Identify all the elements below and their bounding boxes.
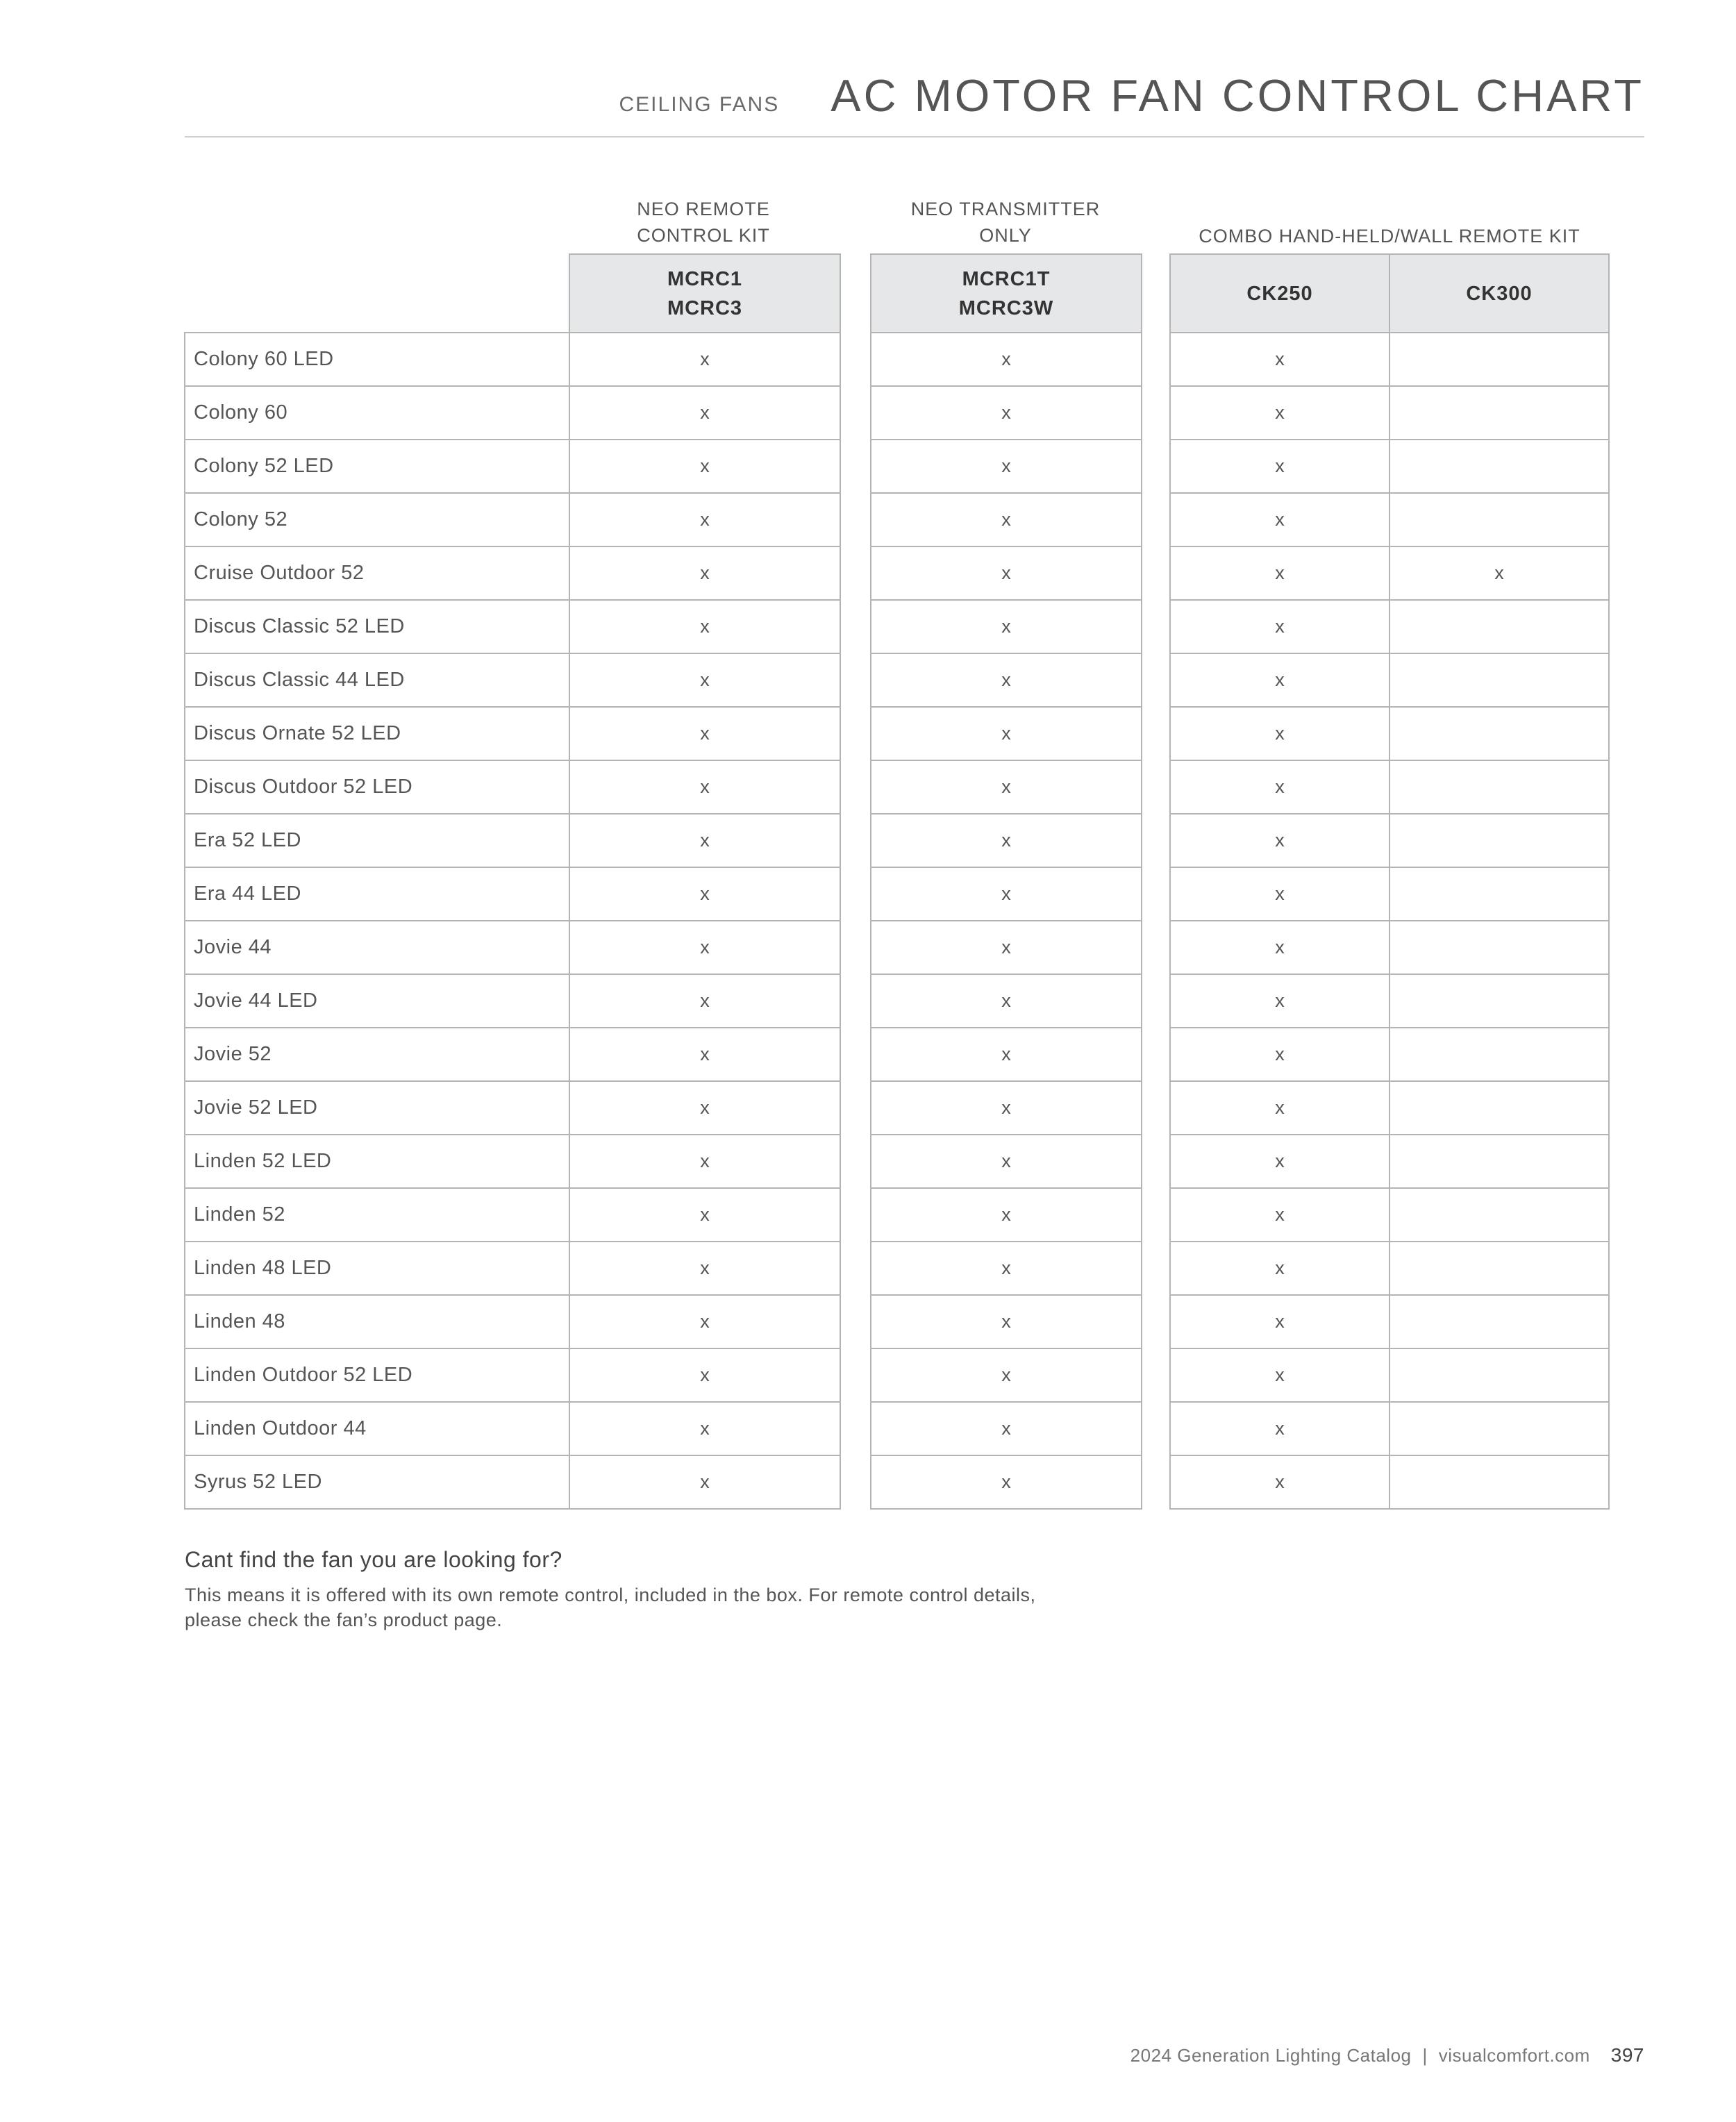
- table-row: [1170, 440, 1609, 493]
- website: visualcomfort.com: [1438, 2045, 1590, 2066]
- table-header-row: [1170, 254, 1609, 333]
- ck250-cell: x: [1170, 1242, 1389, 1295]
- ck250-cell: x: [1170, 1295, 1389, 1348]
- mcrct-cell: x: [871, 1402, 1142, 1455]
- table-row: [185, 546, 840, 600]
- column-code: MCRC1T: [962, 267, 1051, 290]
- ck250-cell: x: [1170, 333, 1389, 386]
- table-row: [871, 440, 1142, 493]
- ck250-cell: x: [1170, 1188, 1389, 1242]
- table-row: [1170, 493, 1609, 546]
- table-row: [185, 707, 840, 760]
- ck300-cell: [1389, 1455, 1609, 1509]
- ck300-cell: [1389, 974, 1609, 1028]
- ck250-cell: x: [1170, 546, 1389, 600]
- mcrct-cell: x: [871, 1028, 1142, 1081]
- mcrc-cell: x: [569, 653, 840, 707]
- mcrct-cell: x: [871, 974, 1142, 1028]
- table-row: [871, 333, 1142, 386]
- table-row: [871, 1402, 1142, 1455]
- table-row: [1170, 546, 1609, 600]
- mcrct-cell: x: [871, 921, 1142, 974]
- table-row: [871, 546, 1142, 600]
- mcrc-cell: x: [569, 707, 840, 760]
- mcrct-cell: x: [871, 600, 1142, 653]
- ck250-cell: x: [1170, 760, 1389, 814]
- table-row: [185, 921, 840, 974]
- catalog-name: 2024 Generation Lighting Catalog: [1130, 2045, 1412, 2066]
- mcrct-cell: x: [871, 440, 1142, 493]
- header-divider: [185, 136, 1644, 137]
- table-row: [1170, 974, 1609, 1028]
- table-row: [185, 1188, 840, 1242]
- table-row: [1170, 1188, 1609, 1242]
- table-row: [1170, 1242, 1609, 1295]
- table-row: [871, 1188, 1142, 1242]
- mcrct-cell: x: [871, 867, 1142, 921]
- mcrct-cell: x: [871, 707, 1142, 760]
- table-row: [871, 1455, 1142, 1509]
- mcrct-cell: x: [871, 814, 1142, 867]
- table-row: [871, 1348, 1142, 1402]
- table-row: [1170, 600, 1609, 653]
- mcrct-cell: x: [871, 1295, 1142, 1348]
- mcrc-cell: x: [569, 1348, 840, 1402]
- fan-name-cell: Linden Outdoor 52 LED: [185, 1348, 569, 1402]
- fan-name-cell: Linden Outdoor 44: [185, 1402, 569, 1455]
- table-row: [1170, 333, 1609, 386]
- ck300-cell: [1389, 707, 1609, 760]
- fan-name-cell: Discus Classic 52 LED: [185, 600, 569, 653]
- table-row: [185, 1348, 840, 1402]
- page-header: [619, 69, 1645, 122]
- column-header-ck300: CK300: [1389, 254, 1609, 333]
- column-code: MCRC1: [667, 267, 743, 290]
- mcrc-cell: x: [569, 814, 840, 867]
- table-row: [185, 653, 840, 707]
- ck250-cell: x: [1170, 1402, 1389, 1455]
- mcrc-cell: x: [569, 1028, 840, 1081]
- ck300-cell: [1389, 921, 1609, 974]
- table-row: [185, 974, 840, 1028]
- mcrc-cell: x: [569, 1081, 840, 1135]
- column-header-mcrc: [569, 254, 840, 333]
- table-row: [871, 1295, 1142, 1348]
- mcrc-cell: x: [569, 333, 840, 386]
- column-header-ck250: CK250: [1170, 254, 1389, 333]
- fan-name-cell: Era 44 LED: [185, 867, 569, 921]
- table-row: [1170, 760, 1609, 814]
- mcrct-cell: x: [871, 1188, 1142, 1242]
- ck300-cell: [1389, 814, 1609, 867]
- table-row: [185, 600, 840, 653]
- mcrc-cell: x: [569, 867, 840, 921]
- fan-name-cell: Jovie 44 LED: [185, 974, 569, 1028]
- table-row: [871, 493, 1142, 546]
- table-row: [185, 1402, 840, 1455]
- ck300-cell: [1389, 493, 1609, 546]
- table-row: [871, 760, 1142, 814]
- column-code: MCRC3W: [958, 296, 1054, 319]
- table-row: [1170, 1295, 1609, 1348]
- fan-name-cell: Colony 60: [185, 386, 569, 440]
- ck300-cell: [1389, 440, 1609, 493]
- table-row: [871, 1081, 1142, 1135]
- ck300-cell: [1389, 1135, 1609, 1188]
- table-row: [1170, 867, 1609, 921]
- mcrct-cell: x: [871, 493, 1142, 546]
- table-header-row: [185, 254, 840, 333]
- mcrc-cell: x: [569, 760, 840, 814]
- mcrc-cell: x: [569, 1242, 840, 1295]
- table-row: [1170, 1028, 1609, 1081]
- ck300-cell: [1389, 1348, 1609, 1402]
- ck250-cell: x: [1170, 600, 1389, 653]
- fan-name-cell: Linden 52: [185, 1188, 569, 1242]
- note-body: [185, 1582, 1226, 1632]
- fan-name-cell: Linden 48: [185, 1295, 569, 1348]
- fan-name-cell: Jovie 52 LED: [185, 1081, 569, 1135]
- help-note: [185, 1547, 1226, 1632]
- table-row: [185, 814, 840, 867]
- ck250-cell: x: [1170, 707, 1389, 760]
- table-row: [185, 1295, 840, 1348]
- table-row: [1170, 814, 1609, 867]
- table-row: [1170, 1081, 1609, 1135]
- footer-separator: |: [1422, 2045, 1428, 2066]
- ck300-cell: [1389, 386, 1609, 440]
- fan-name-cell: Syrus 52 LED: [185, 1455, 569, 1509]
- table-row: [185, 867, 840, 921]
- mcrct-cell: x: [871, 386, 1142, 440]
- mcrc-cell: x: [569, 440, 840, 493]
- mcrc-cell: x: [569, 1402, 840, 1455]
- ck250-cell: x: [1170, 440, 1389, 493]
- ck250-cell: x: [1170, 867, 1389, 921]
- mcrct-cell: x: [871, 333, 1142, 386]
- table-row: [871, 707, 1142, 760]
- table-row: [1170, 1135, 1609, 1188]
- mcrct-cell: x: [871, 1455, 1142, 1509]
- table-row: [185, 1081, 840, 1135]
- note-line: please check the fan’s product page.: [185, 1610, 503, 1630]
- ck250-cell: x: [1170, 653, 1389, 707]
- ck300-cell: [1389, 333, 1609, 386]
- mcrc-cell: x: [569, 1135, 840, 1188]
- mcrc-cell: x: [569, 493, 840, 546]
- mcrc-cell: x: [569, 1455, 840, 1509]
- fan-name-cell: Colony 60 LED: [185, 333, 569, 386]
- ck300-cell: [1389, 1081, 1609, 1135]
- column-header-mcrct: [871, 254, 1142, 333]
- table-row: [871, 600, 1142, 653]
- mcrct-cell: x: [871, 653, 1142, 707]
- table-row: [871, 1242, 1142, 1295]
- mcrc-cell: x: [569, 546, 840, 600]
- table-row: [185, 1135, 840, 1188]
- ck250-cell: x: [1170, 814, 1389, 867]
- table-row: [185, 333, 840, 386]
- mcrct-cell: x: [871, 760, 1142, 814]
- ck300-cell: [1389, 1188, 1609, 1242]
- table-row: [871, 921, 1142, 974]
- ck250-cell: x: [1170, 1135, 1389, 1188]
- fan-name-cell: Linden 52 LED: [185, 1135, 569, 1188]
- compat-table-neo-transmitter: [870, 253, 1142, 1510]
- ck300-cell: x: [1389, 546, 1609, 600]
- mcrc-cell: x: [569, 921, 840, 974]
- table-row: [871, 867, 1142, 921]
- table-row: [1170, 1455, 1609, 1509]
- group-label-neo-remote: NEO REMOTE CONTROL KIT: [637, 199, 770, 246]
- fan-name-cell: Linden 48 LED: [185, 1242, 569, 1295]
- mcrc-cell: x: [569, 1295, 840, 1348]
- table-row: [185, 493, 840, 546]
- table-row: [871, 974, 1142, 1028]
- ck250-cell: x: [1170, 1028, 1389, 1081]
- table-row: [185, 1028, 840, 1081]
- mcrc-cell: x: [569, 974, 840, 1028]
- ck300-cell: [1389, 653, 1609, 707]
- fan-name-cell: Discus Ornate 52 LED: [185, 707, 569, 760]
- mcrc-cell: x: [569, 386, 840, 440]
- table-row: [1170, 386, 1609, 440]
- table-row: [1170, 921, 1609, 974]
- table-row: [871, 814, 1142, 867]
- table-row: [871, 653, 1142, 707]
- mcrct-cell: x: [871, 1081, 1142, 1135]
- table-row: [1170, 1402, 1609, 1455]
- mcrc-cell: x: [569, 600, 840, 653]
- fan-name-cell: Colony 52 LED: [185, 440, 569, 493]
- compat-table-neo-remote: [184, 253, 841, 1510]
- mcrct-cell: x: [871, 546, 1142, 600]
- ck250-cell: x: [1170, 386, 1389, 440]
- compat-table-combo: [1169, 253, 1610, 1510]
- table-row: [185, 760, 840, 814]
- table-row: [871, 1135, 1142, 1188]
- table-row: [185, 1242, 840, 1295]
- ck250-cell: x: [1170, 1455, 1389, 1509]
- ck300-cell: [1389, 760, 1609, 814]
- table-row: [871, 1028, 1142, 1081]
- header-spacer: [185, 254, 569, 333]
- table-row: [185, 1455, 840, 1509]
- group-label-combo: COMBO HAND-HELD/WALL REMOTE KIT: [1199, 226, 1580, 247]
- table-header-row: [871, 254, 1142, 333]
- note-title: Cant find the fan you are looking for?: [185, 1547, 562, 1572]
- ck250-cell: x: [1170, 1081, 1389, 1135]
- ck300-cell: [1389, 1295, 1609, 1348]
- table-row: [871, 386, 1142, 440]
- group-label-neo-transmitter: NEO TRANSMITTER ONLY: [910, 199, 1101, 246]
- ck300-cell: [1389, 600, 1609, 653]
- table-row: [1170, 707, 1609, 760]
- ck250-cell: x: [1170, 1348, 1389, 1402]
- table-row: [1170, 1348, 1609, 1402]
- ck300-cell: [1389, 1402, 1609, 1455]
- mcrct-cell: x: [871, 1242, 1142, 1295]
- fan-name-cell: Discus Outdoor 52 LED: [185, 760, 569, 814]
- ck250-cell: x: [1170, 921, 1389, 974]
- page-number: 397: [1610, 2044, 1644, 2066]
- fan-name-cell: Era 52 LED: [185, 814, 569, 867]
- table-row: [1170, 653, 1609, 707]
- fan-name-cell: Jovie 44: [185, 921, 569, 974]
- mcrct-cell: x: [871, 1348, 1142, 1402]
- fan-name-cell: Jovie 52: [185, 1028, 569, 1081]
- page-title: AC MOTOR FAN CONTROL CHART: [831, 70, 1644, 121]
- ck300-cell: [1389, 1242, 1609, 1295]
- fan-name-cell: Cruise Outdoor 52: [185, 546, 569, 600]
- table-row: [185, 386, 840, 440]
- ck300-cell: [1389, 867, 1609, 921]
- ck300-cell: [1389, 1028, 1609, 1081]
- fan-name-cell: Discus Classic 44 LED: [185, 653, 569, 707]
- table-row: [185, 440, 840, 493]
- mcrc-cell: x: [569, 1188, 840, 1242]
- section-label: CEILING FANS: [619, 93, 780, 116]
- fan-name-cell: Colony 52: [185, 493, 569, 546]
- column-code: MCRC3: [667, 296, 743, 319]
- ck250-cell: x: [1170, 974, 1389, 1028]
- mcrct-cell: x: [871, 1135, 1142, 1188]
- page-footer: [1130, 2044, 1644, 2066]
- ck250-cell: x: [1170, 493, 1389, 546]
- note-line: This means it is offered with its own remote control, included in the box. For remote control details,: [185, 1585, 1036, 1605]
